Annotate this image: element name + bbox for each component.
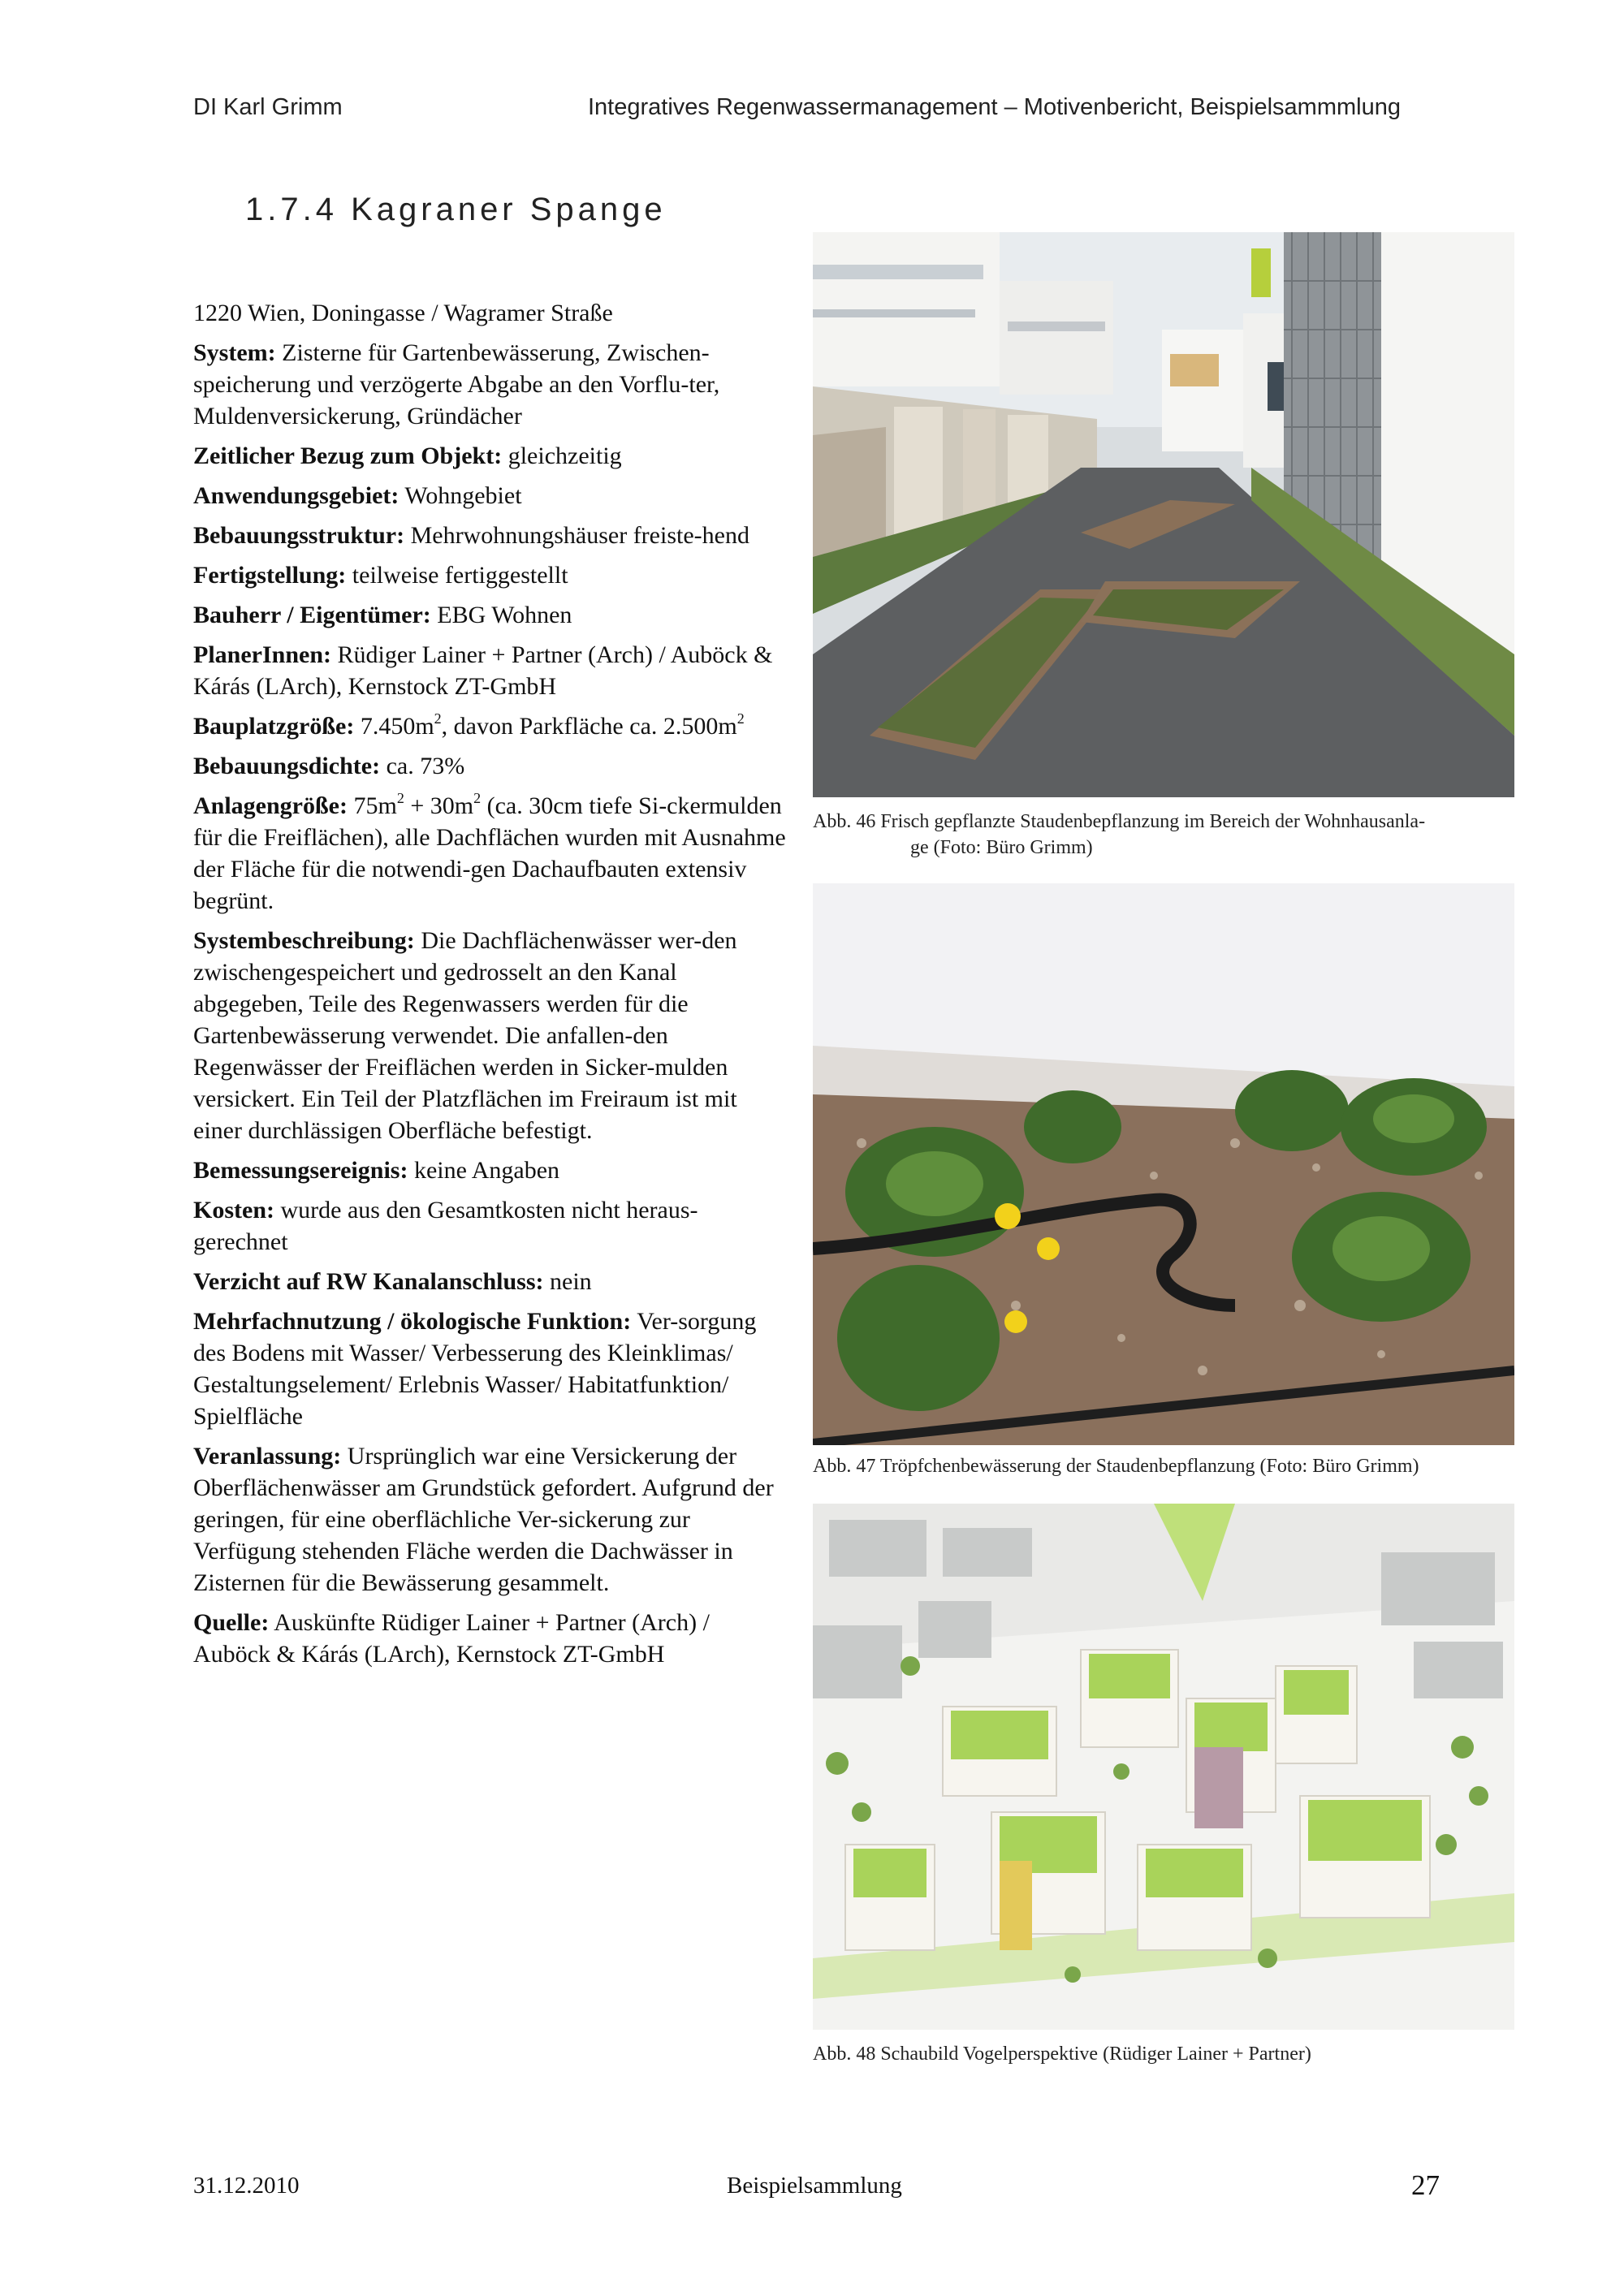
field-anwendungsgebiet: Anwendungsgebiet: Wohngebiet — [193, 482, 522, 509]
field-quelle: Quelle: Auskünfte Rüdiger Lainer + Partner (Arch) / Auböck & Kárás (LArch), Kernstock ZT-GmbH — [193, 1609, 710, 1668]
field-anlagengroesse: Anlagengröße: $75m^2 + 30m^2$ (ca. 30cm tiefe Si-ckermulden für die Freiflächen), alle Dachflächen wurden mit Ausnahme der Fläche für die notwendi-gen Dachaufbauten extensiv begrünt. — [193, 790, 786, 914]
caption-fig46: Abb. 46 Frisch gepflanzte Staudenbepflanzung im Bereich der Wohnhausanla- ge (Foto: Büro Grimm) — [813, 811, 1426, 858]
field-bauplatzgroesse: Bauplatzgröße: $7.450m^2$, davon Parkfläche ca. $2.500m^2$ — [193, 710, 745, 740]
page-number: 27 — [1411, 2169, 1440, 2201]
header-author: DI Karl Grimm — [193, 94, 343, 120]
footer-date: 31.12.2010 — [193, 2173, 300, 2199]
field-kosten: Kosten: wurde aus den Gesamtkosten nicht heraus-gerechnet — [193, 1197, 698, 1255]
field-bemessungsereignis: Bemessungsereignis: keine Angaben — [193, 1157, 560, 1184]
field-system: System: Zisterne für Gartenbewässerung, Zwischen-speicherung und verzögerte Abgabe an den Vorflu-ter, Muldenversickerung, Gründächer — [193, 339, 720, 429]
address: 1220 Wien, Doningasse / Wagramer Straße — [193, 300, 613, 326]
section-title: 1.7.4 Kagraner Spange — [245, 192, 667, 227]
field-bauherr: Bauherr / Eigentümer: EBG Wohnen — [193, 602, 572, 628]
photo-drip-irrigation — [813, 883, 1514, 1445]
photo-street-planting — [813, 232, 1514, 797]
field-planer: PlanerInnen: Rüdiger Lainer + Partner (Arch) / Auböck & Kárás (LArch), Kernstock ZT-GmbH — [193, 641, 773, 700]
field-verzicht: Verzicht auf RW Kanalanschluss: nein — [193, 1268, 592, 1295]
field-mehrfachnutzung: Mehrfachnutzung / ökologische Funktion: Ver-sorgung des Bodens mit Wasser/ Verbesserung des Kleinklimas/ Gestaltungselement/ Erlebnis Wasser/ Habitatfunktion/ Spielfläche — [193, 1308, 757, 1430]
header-title: Integratives Regenwassermanagement – Motivenbericht, Beispielsammmlung — [588, 94, 1401, 120]
footer-label: Beispielsammlung — [727, 2173, 902, 2199]
caption-fig48: Abb. 48 Schaubild Vogelperspektive (Rüdiger Lainer + Partner) — [813, 2044, 1311, 2065]
caption-fig47: Abb. 47 Tröpfchenbewässerung der Staudenbepflanzung (Foto: Büro Grimm) — [813, 1456, 1419, 1477]
field-zeitlicher-bezug: Zeitlicher Bezug zum Objekt: gleichzeitig — [193, 442, 622, 469]
field-bebauungsdichte: Bebauungsdichte: ca. 73% — [193, 753, 465, 779]
field-systembeschreibung: Systembeschreibung: Die Dachflächenwässer wer-den zwischengespeichert und gedrosselt an den Kanal abgegeben, Teile des Regenwassers werden für die Gartenbewässerung verwendet. Die anfallen-den Regenwässer der Freiflächen werden in Sicker-mulden versickert. Ein Teil der Platzflächen im Freiraum ist mit einer durchlässigen Oberfläche befestigt. — [193, 927, 737, 1144]
project-description — [193, 297, 786, 1678]
rendering-aerial-view — [813, 1504, 1514, 2030]
field-fertigstellung: Fertigstellung: teilweise fertiggestellt — [193, 562, 568, 589]
field-veranlassung: Veranlassung: Ursprünglich war eine Versickerung der Oberflächenwässer am Grundstück gefordert. Aufgrund der geringen, für eine oberflächliche Ver-sickerung zur Verfügung stehenden Fläche werden die Dachwässer in Zisternen für die Bewässerung gesammelt. — [193, 1443, 774, 1596]
field-bebauungsstruktur: Bebauungsstruktur: Mehrwohnungshäuser freiste-hend — [193, 522, 749, 549]
